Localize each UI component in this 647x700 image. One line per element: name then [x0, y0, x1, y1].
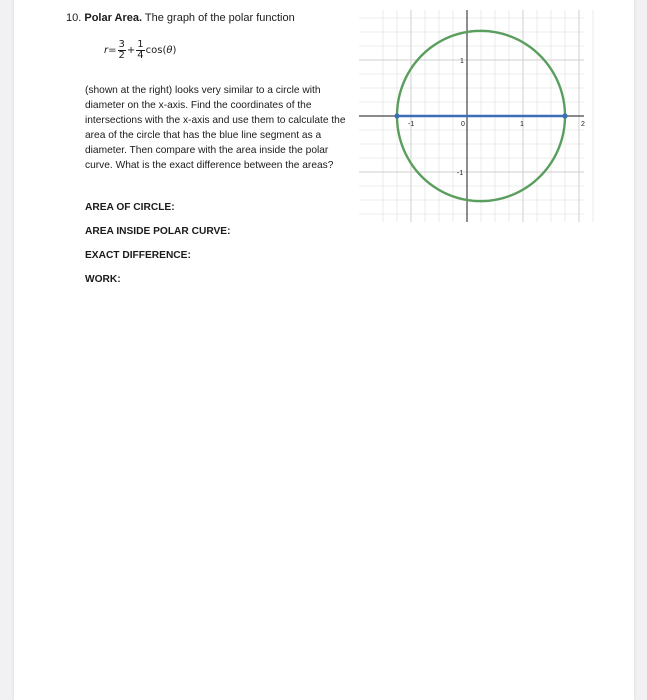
frac2-denominator: 4	[137, 50, 144, 61]
formula-lhs: r	[104, 45, 109, 56]
worksheet-page	[14, 0, 634, 700]
frac1-numerator: 3	[118, 39, 125, 50]
x-tick-label: 2	[581, 121, 585, 128]
polar-graph	[359, 10, 584, 222]
fraction-three-halves	[118, 40, 126, 61]
formula-equals: =	[108, 45, 117, 56]
y-tick-label: -1	[457, 170, 464, 177]
formula-cos: cos(	[145, 45, 167, 56]
question-number: 10.	[66, 12, 82, 24]
fraction-one-quarter	[136, 40, 144, 61]
frac1-denominator: 2	[118, 50, 125, 61]
question-paragraph: (shown at the right) looks very similar to a circle with diameter on the x-axis. Find the coordinates of the intersections with the x-axis and use them to calculate the area of the circle that has the blue line segment as a diameter. Then compare with the area inside the polar curve. What is the exact difference between the areas?	[85, 85, 346, 171]
question-topic: Polar Area.	[84, 12, 143, 24]
formula-theta: θ	[166, 45, 173, 56]
formula-close-paren: )	[172, 45, 177, 56]
polar-formula	[104, 40, 176, 61]
area-polar-curve-label: AREA INSIDE POLAR CURVE:	[85, 226, 231, 237]
work-label: WORK:	[85, 274, 121, 285]
x-tick-label: 1	[520, 121, 524, 128]
diameter-endpoint-left	[394, 113, 399, 118]
y-tick-label: 1	[460, 58, 464, 65]
x-tick-label: -1	[408, 121, 415, 128]
question-intro: The graph of the polar function	[144, 12, 295, 24]
graph-tick-labels	[408, 58, 585, 177]
x-tick-label: 0	[461, 121, 465, 128]
formula-plus: +	[126, 45, 136, 56]
diameter-endpoint-right	[562, 113, 567, 118]
exact-difference-label: EXACT DIFFERENCE:	[85, 250, 191, 261]
question-title	[66, 12, 295, 24]
area-of-circle-label: AREA OF CIRCLE:	[85, 202, 175, 213]
frac2-numerator: 1	[137, 39, 144, 50]
